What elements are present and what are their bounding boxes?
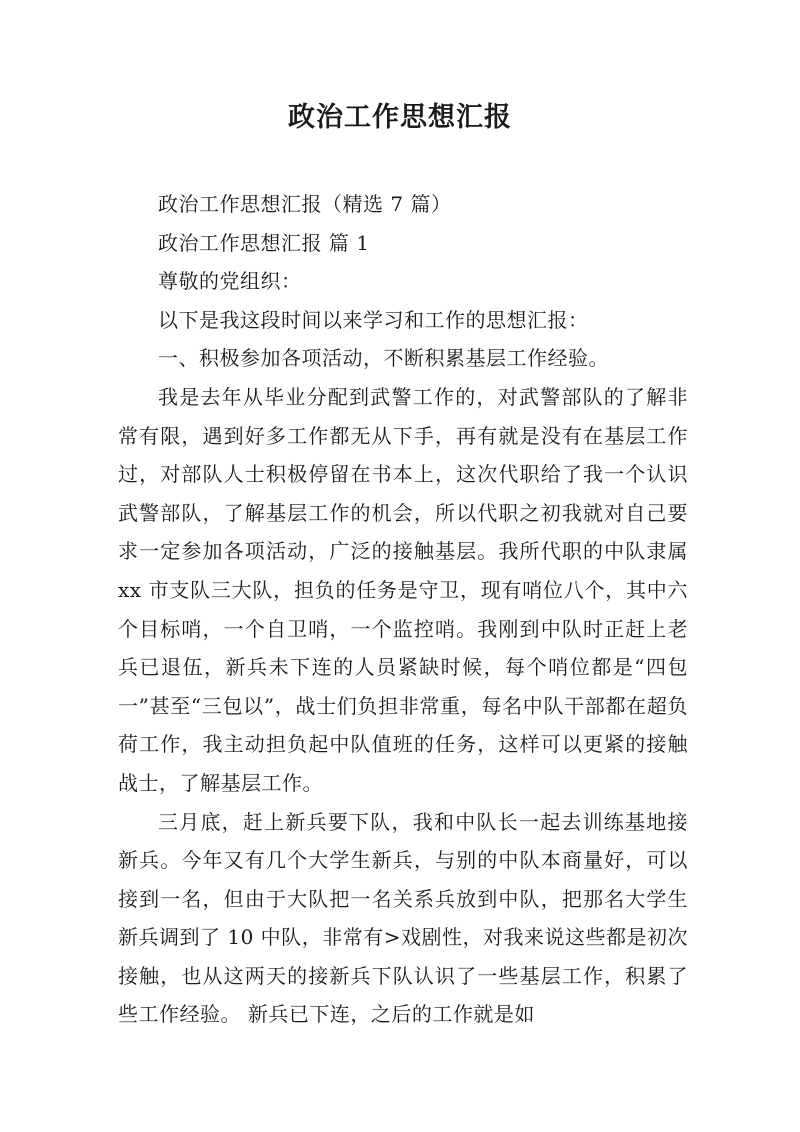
paragraph-intro: 以下是我这段时间以来学习和工作的思想汇报： — [158, 307, 589, 332]
paragraph-salutation: 尊敬的党组织： — [158, 269, 302, 294]
paragraph-point-one: 一、积极参加各项活动，不断积累基层工作经验。 — [158, 346, 609, 371]
paragraph-subtitle: 政治工作思想汇报（精选 7 篇） — [158, 192, 452, 216]
document-title: 政治工作思想汇报 — [288, 102, 512, 133]
document-body — [118, 185, 688, 1034]
paragraph-section-heading: 政治工作思想汇报 篇 1 — [158, 230, 370, 255]
paragraph-body: 三月底，赶上新兵要下队，我和中队长一起去训练基地接新兵。今年又有几个大学生新兵，与别的中队本商量好，可以接到一名，但由于大队把一名关系兵放到中队，把那名大学生新兵调到了 10 中队，非常有>戏剧性，对我来说这些都是初次接触，也从这两天的接新兵下队认识了一些基层工作，积累了些工作经验。 新兵已下连，之后的工作就是如 — [118, 809, 688, 1027]
paragraph-body: 我是去年从毕业分配到武警工作的，对武警部队的了解非常有限，遇到好多工作都无从下手，再有就是没有在基层工作过，对部队人士积极停留在书本上，这次代职给了我一个认识武警部队，了解基层工作的机会，所以代职之初我就对自己要求一定参加各项活动，广泛的接触基层。我所代职的中队隶属 xx 市支队三大队，担负的任务是守卫，现有哨位八个，其中六个目标哨，一个自卫哨，一个监控哨。我刚到中队时正赶上老兵已退伍，新兵未下连的人员紧缺时候，每个哨位都是“四包一”甚至“三包以”，战士们负担非常重，每名中队干部都在超负荷工作，我主动担负起中队值班的任务，这样可以更紧的接触战士，了解基层工作。 — [118, 384, 688, 795]
